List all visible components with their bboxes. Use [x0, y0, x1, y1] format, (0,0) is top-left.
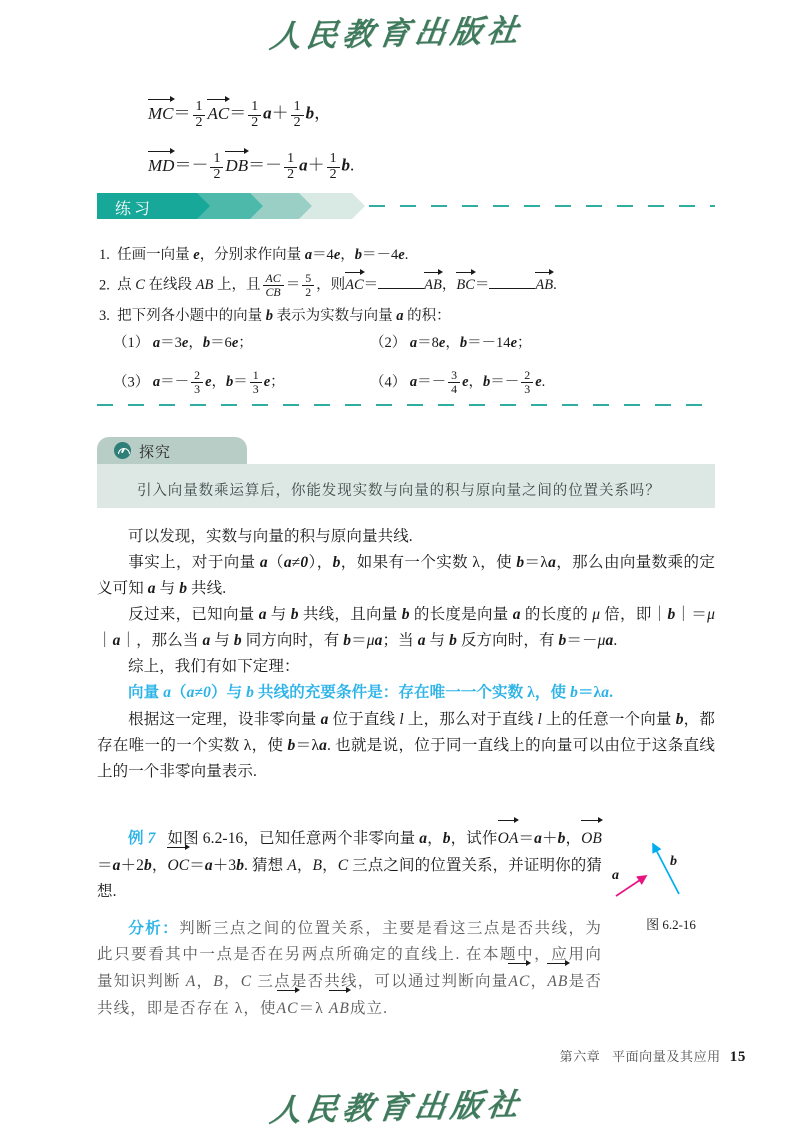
example-label: 例: [128, 830, 144, 847]
subitem-2-label: （2）: [370, 335, 407, 351]
vector-mc: MC: [148, 103, 174, 123]
publisher-logo-text-bottom: 人民教育出版社: [267, 1086, 526, 1130]
subitem-1-label: （1）: [113, 335, 150, 351]
symbol-b-2: b: [341, 155, 351, 175]
vector-a-arrow: [616, 876, 646, 896]
exercises-banner: [97, 193, 715, 219]
magnifier-arc-icon: [114, 442, 131, 459]
publisher-logo-top: [0, 8, 794, 56]
exercises-bottom-rule: [97, 404, 715, 406]
page-footer: [0, 1046, 746, 1066]
footer-title: 平面向量及其应用: [611, 1049, 721, 1064]
tanjiu-title: 探究: [139, 445, 172, 461]
theorem-statement: 向量 a（a≠0）与 b 共线的充要条件是：存在唯一一个实数 λ，使 b＝λa.: [128, 684, 614, 701]
exercise-2-text: 点 C 在线段 AB 上，且 $\frac{AC}{CB}$ ＝ $\frac{5}{2}$ ，则AC＝ AB，BC＝ AB.: [113, 271, 557, 299]
subitem-3-label: （3）: [113, 374, 150, 391]
fraction-one-half-a: $\frac{1}{2}$: [193, 100, 206, 131]
subitem-4-label: （4）: [370, 374, 407, 391]
subitem-1-text: a＝3e，b＝6e；: [152, 335, 253, 351]
exercise-1-number: 1.: [99, 247, 110, 263]
exercises-banner-label: 练习: [115, 201, 154, 218]
exercise-2-number: 2.: [99, 277, 110, 294]
fraction-2-3-a: $\frac{2}{3}$: [191, 369, 203, 395]
analysis-label: 分析：: [128, 920, 180, 937]
footer-chapter: 第六章: [559, 1049, 601, 1064]
banner-chevron-1: [97, 193, 210, 219]
symbol-a-1: a: [263, 103, 272, 123]
exercise-3-subitem-1: [113, 336, 253, 351]
exercise-3-subitem-3: [113, 369, 285, 395]
fraction-1-3: $\frac{1}{3}$: [250, 369, 262, 395]
fraction-one-half-d: $\frac{1}{2}$: [210, 152, 223, 183]
publisher-logo-bottom: [0, 1082, 794, 1130]
paragraph-3: 反过来，已知向量 a 与 b 共线，且向量 b 的长度是向量 a 的长度的 μ 倍，即｜b｜＝μ｜a｜，那么当 a 与 b 同方向时，有 b＝μa；当 a 与 b 反方向时，有 b＝－μa.: [97, 606, 715, 649]
exercise-item-2: [99, 272, 557, 298]
fraction-one-half-b: $\frac{1}{2}$: [248, 100, 261, 131]
paragraph-4: [97, 654, 715, 680]
vector-b-label: b: [670, 854, 677, 869]
banner-dashed-rule: [369, 205, 715, 207]
paragraph-1: [97, 524, 715, 550]
exercise-3-number: 3.: [99, 308, 110, 324]
fraction-3-4: $\frac{3}{4}$: [448, 369, 460, 395]
paragraph-5: 根据这一定理，设非零向量 a 位于直线 l 上，那么对于直线 l 上的任意一个向量 b，都存在唯一的一个实数 λ，使 b＝λa. 也就是说，位于同一直线上的向量可以由位于这条直线上的一个非零向量表示.: [97, 711, 716, 780]
fraction-one-half-c: $\frac{1}{2}$: [291, 100, 304, 131]
tanjiu-tab: [97, 437, 247, 464]
footer-page-number: 15: [729, 1049, 746, 1065]
exercise-3-subitem-2: [370, 336, 532, 351]
figure-caption: 图 6.2-16: [646, 917, 696, 932]
equation-line-2: MD＝－ $\frac{1}{2}$ DB＝－ $\frac{1}{2}$ a＋ $\frac{1}{2}$ b.: [148, 151, 355, 182]
exercise-3-text: 把下列各小题中的向量 b 表示为实数与向量 a 的积：: [113, 308, 451, 324]
vector-md: MD: [148, 155, 175, 175]
exercise-3-subitem-4: [370, 369, 545, 395]
vector-db: DB: [225, 155, 249, 175]
paragraph-2: 事实上，对于向量 a（a≠0），b，如果有一个实数 λ，使 b＝λa，那么由向量数乘的定义可知 a 与 b 共线.: [97, 554, 715, 597]
symbol-a-2: a: [299, 155, 308, 175]
symbol-b-1: b: [305, 103, 315, 123]
subitem-3-text: a＝－ $\frac{2}{3}$ e，b＝ $\frac{1}{3}$ e；: [152, 368, 285, 396]
fraction-one-half-e: $\frac{1}{2}$: [284, 152, 297, 183]
example-7-block: 例 7 如图 6.2-16，已知任意两个非零向量 a，b，试作OA＝a＋b，OB＝a＋2b，OC＝a＋3b. 猜想 A，B，C 三点之间的位置关系，并证明你的猜想.: [97, 825, 602, 905]
vector-ac: AC: [207, 103, 230, 123]
subitem-2-text: a＝8e，b＝－14e；: [409, 335, 532, 351]
fraction-ac-cb: $\frac{AC}{CB}$: [263, 272, 284, 298]
paragraph-4-text: 综上，我们有如下定理：: [128, 658, 300, 675]
fraction-2-3-b: $\frac{2}{3}$: [521, 369, 533, 395]
exercise-item-3: [99, 309, 451, 324]
example-number: 7: [147, 830, 156, 847]
tanjiu-question: 引入向量数乘运算后，你能发现实数与向量的积与原向量之间的位置关系吗？: [137, 483, 661, 499]
paragraph-1-text: 可以发现，实数与向量的积与原向量共线.: [128, 528, 413, 545]
example-7-analysis: 分析：判断三点之间的位置关系，主要是看这三点是否共线，为此只要看其中一点是否在另两点所确定的直线上. 在本题中，应用向量知识判断 A，B，C 三点是否共线，可以通过判断向量AC，AB是否共线，即是否存在 λ，使AC＝λ AB成立.: [97, 916, 602, 1022]
fraction-one-half-f: $\frac{1}{2}$: [327, 152, 340, 183]
publisher-logo-text: 人民教育出版社: [267, 12, 526, 56]
exercise-item-1: [99, 248, 408, 263]
fraction-5-2: $\frac{5}{2}$: [302, 272, 314, 298]
subitem-4-text: a＝－ $\frac{3}{4}$ e，b＝－ $\frac{2}{3}$ e.: [409, 368, 546, 396]
equation-line-1: MC＝ $\frac{1}{2}$ AC＝ $\frac{1}{2}$ a＋ $\frac{1}{2}$ b，: [148, 99, 332, 130]
vector-a-label: a: [612, 868, 619, 883]
exercise-1-text: 任画一向量 e，分别求作向量 a＝4e，b＝－4e.: [113, 247, 409, 263]
tanjiu-body: [97, 464, 715, 508]
